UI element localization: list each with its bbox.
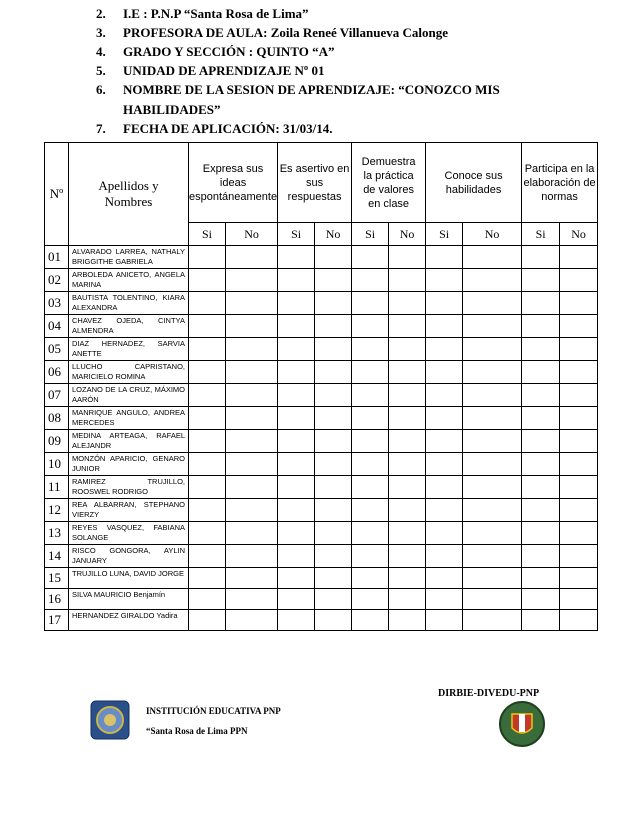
- table-row: [45, 610, 598, 631]
- mark-cell[interactable]: [189, 315, 226, 338]
- no-header: No: [463, 223, 522, 246]
- table-row: [45, 476, 598, 499]
- evaluation-table: [44, 142, 598, 631]
- si-header: Si: [352, 223, 389, 246]
- mark-cell[interactable]: [226, 589, 278, 610]
- no-header: No: [389, 223, 426, 246]
- mark-cell[interactable]: [315, 315, 352, 338]
- header-line-text: FECHA DE APLICACIÓN: 31/03/14.: [123, 121, 333, 136]
- mark-cell[interactable]: [389, 246, 426, 269]
- mark-cell[interactable]: [315, 292, 352, 315]
- header-line: [96, 102, 221, 118]
- mark-cell[interactable]: [389, 499, 426, 522]
- mark-cell[interactable]: [226, 315, 278, 338]
- mark-cell[interactable]: [426, 292, 463, 315]
- mark-cell[interactable]: [278, 361, 315, 384]
- mark-cell[interactable]: [522, 610, 560, 631]
- table-row: [45, 453, 598, 476]
- mark-cell[interactable]: [352, 545, 389, 568]
- mark-cell[interactable]: [389, 610, 426, 631]
- student-name: ALVARADO LARREA, NATHALY BRIGGITHE GABRIELA: [69, 246, 189, 269]
- mark-cell[interactable]: [226, 610, 278, 631]
- mark-cell[interactable]: [389, 522, 426, 545]
- row-number: 17: [45, 610, 69, 631]
- mark-cell[interactable]: [226, 269, 278, 292]
- no-header: No: [560, 223, 598, 246]
- mark-cell[interactable]: [560, 499, 598, 522]
- row-number: 01: [45, 246, 69, 269]
- mark-cell[interactable]: [315, 568, 352, 589]
- row-number: 13: [45, 522, 69, 545]
- mark-cell[interactable]: [352, 568, 389, 589]
- mark-cell[interactable]: [189, 384, 226, 407]
- row-number: 03: [45, 292, 69, 315]
- mark-cell[interactable]: [189, 246, 226, 269]
- row-number: 02: [45, 269, 69, 292]
- row-number: 06: [45, 361, 69, 384]
- mark-cell[interactable]: [226, 522, 278, 545]
- mark-cell[interactable]: [426, 476, 463, 499]
- mark-cell[interactable]: [426, 568, 463, 589]
- mark-cell[interactable]: [522, 246, 560, 269]
- mark-cell[interactable]: [278, 338, 315, 361]
- row-number: 08: [45, 407, 69, 430]
- mark-cell[interactable]: [189, 407, 226, 430]
- mark-cell[interactable]: [463, 476, 522, 499]
- si-header: Si: [189, 223, 226, 246]
- mark-cell[interactable]: [522, 338, 560, 361]
- mark-cell[interactable]: [278, 476, 315, 499]
- mark-cell[interactable]: [389, 589, 426, 610]
- mark-cell[interactable]: [278, 499, 315, 522]
- mark-cell[interactable]: [315, 589, 352, 610]
- row-number: 05: [45, 338, 69, 361]
- mark-cell[interactable]: [560, 610, 598, 631]
- mark-cell[interactable]: [463, 499, 522, 522]
- mark-cell[interactable]: [389, 269, 426, 292]
- mark-cell[interactable]: [278, 430, 315, 453]
- mark-cell[interactable]: [226, 361, 278, 384]
- table-row: [45, 269, 598, 292]
- row-number: 15: [45, 568, 69, 589]
- header-line-text: NOMBRE DE LA SESION DE APRENDIZAJE: “CONOZCO MIS: [123, 82, 500, 97]
- mark-cell[interactable]: [560, 338, 598, 361]
- mark-cell[interactable]: [426, 407, 463, 430]
- student-name: TRUJILLO LUNA, DAVID JORGE: [69, 568, 189, 589]
- row-number: 14: [45, 545, 69, 568]
- table-row: [45, 292, 598, 315]
- mark-cell[interactable]: [389, 384, 426, 407]
- mark-cell[interactable]: [389, 315, 426, 338]
- mark-cell[interactable]: [352, 407, 389, 430]
- row-number: 09: [45, 430, 69, 453]
- mark-cell[interactable]: [463, 338, 522, 361]
- table-row: [45, 361, 598, 384]
- table-row: [45, 315, 598, 338]
- mark-cell[interactable]: [389, 453, 426, 476]
- mark-cell[interactable]: [352, 338, 389, 361]
- mark-cell[interactable]: [426, 610, 463, 631]
- mark-cell[interactable]: [226, 292, 278, 315]
- table-row: [45, 545, 598, 568]
- mark-cell[interactable]: [352, 476, 389, 499]
- no-header: No: [226, 223, 278, 246]
- student-name: MANRIQUE ANGULO, ANDREA MERCEDES: [69, 407, 189, 430]
- mark-cell[interactable]: [389, 430, 426, 453]
- mark-cell[interactable]: [226, 476, 278, 499]
- mark-cell[interactable]: [560, 292, 598, 315]
- mark-cell[interactable]: [189, 545, 226, 568]
- header-line-text: UNIDAD DE APRENDIZAJE Nº 01: [123, 63, 325, 78]
- mark-cell[interactable]: [315, 384, 352, 407]
- footer-dirbie: DIRBIE-DIVEDU-PNP: [438, 688, 540, 699]
- mark-cell[interactable]: [426, 315, 463, 338]
- mark-cell[interactable]: [522, 568, 560, 589]
- mark-cell[interactable]: [522, 589, 560, 610]
- mark-cell[interactable]: [560, 453, 598, 476]
- header-line-text: GRADO Y SECCIÓN : QUINTO “A”: [123, 44, 335, 59]
- row-number: 12: [45, 499, 69, 522]
- mark-cell[interactable]: [226, 568, 278, 589]
- mark-cell[interactable]: [426, 338, 463, 361]
- student-name: DIAZ HERNADEZ, SARVIA ANETTE: [69, 338, 189, 361]
- criterion-header: Participa en la elaboración de normas: [522, 143, 598, 223]
- mark-cell[interactable]: [278, 292, 315, 315]
- mark-cell[interactable]: [389, 568, 426, 589]
- mark-cell[interactable]: [463, 315, 522, 338]
- mark-cell[interactable]: [226, 453, 278, 476]
- mark-cell[interactable]: [389, 545, 426, 568]
- criterion-header: Demuestra la práctica de valores en clase: [352, 143, 426, 223]
- mark-cell[interactable]: [463, 453, 522, 476]
- criterion-header: Expresa sus ideas espontáneamente: [189, 143, 278, 223]
- mark-cell[interactable]: [560, 269, 598, 292]
- mark-cell[interactable]: [278, 407, 315, 430]
- mark-cell[interactable]: [463, 589, 522, 610]
- mark-cell[interactable]: [522, 522, 560, 545]
- header-line-text: I.E : P.N.P “Santa Rosa de Lima”: [123, 6, 309, 21]
- mark-cell[interactable]: [315, 499, 352, 522]
- mark-cell[interactable]: [189, 522, 226, 545]
- header-line-number: 2.: [96, 6, 106, 21]
- col-header-number: Nº: [45, 143, 69, 246]
- mark-cell[interactable]: [463, 292, 522, 315]
- mark-cell[interactable]: [560, 315, 598, 338]
- mark-cell[interactable]: [278, 568, 315, 589]
- mark-cell[interactable]: [352, 384, 389, 407]
- footer-school-name: “Santa Rosa de Lima PPN: [146, 726, 248, 736]
- mark-cell[interactable]: [522, 476, 560, 499]
- mark-cell[interactable]: [426, 499, 463, 522]
- mark-cell[interactable]: [315, 453, 352, 476]
- mark-cell[interactable]: [522, 315, 560, 338]
- mark-cell[interactable]: [226, 545, 278, 568]
- mark-cell[interactable]: [463, 361, 522, 384]
- mark-cell[interactable]: [315, 610, 352, 631]
- row-number: 16: [45, 589, 69, 610]
- mark-cell[interactable]: [352, 269, 389, 292]
- mark-cell[interactable]: [522, 384, 560, 407]
- mark-cell[interactable]: [522, 545, 560, 568]
- header-line: [96, 6, 309, 22]
- mark-cell[interactable]: [426, 589, 463, 610]
- student-name: CHAVEZ OJEDA, CINTYA ALMENDRA: [69, 315, 189, 338]
- mark-cell[interactable]: [315, 407, 352, 430]
- mark-cell[interactable]: [560, 522, 598, 545]
- criterion-header: Conoce sus habilidades: [426, 143, 522, 223]
- mark-cell[interactable]: [463, 430, 522, 453]
- header-line-number: 3.: [96, 25, 106, 40]
- mark-cell[interactable]: [189, 568, 226, 589]
- col-header-name: Apellidos y Nombres: [69, 143, 189, 246]
- student-name: MEDINA ARTEAGA, RAFAEL ALEJANDR: [69, 430, 189, 453]
- mark-cell[interactable]: [426, 269, 463, 292]
- mark-cell[interactable]: [389, 361, 426, 384]
- mark-cell[interactable]: [226, 430, 278, 453]
- mark-cell[interactable]: [189, 453, 226, 476]
- mark-cell[interactable]: [352, 522, 389, 545]
- row-number: 11: [45, 476, 69, 499]
- table-row: [45, 246, 598, 269]
- mark-cell[interactable]: [463, 269, 522, 292]
- mark-cell[interactable]: [522, 361, 560, 384]
- mark-cell[interactable]: [278, 610, 315, 631]
- mark-cell[interactable]: [560, 430, 598, 453]
- student-name: LOZANO DE LA CRUZ, MÁXIMO AARÓN: [69, 384, 189, 407]
- mark-cell[interactable]: [278, 315, 315, 338]
- mark-cell[interactable]: [278, 453, 315, 476]
- header-line: [96, 25, 448, 41]
- mark-cell[interactable]: [560, 545, 598, 568]
- mark-cell[interactable]: [226, 246, 278, 269]
- mark-cell[interactable]: [426, 361, 463, 384]
- mark-cell[interactable]: [315, 522, 352, 545]
- mark-cell[interactable]: [352, 499, 389, 522]
- student-name: ARBOLEDA ANICETO, ANGELA MARINA: [69, 269, 189, 292]
- mark-cell[interactable]: [560, 589, 598, 610]
- mark-cell[interactable]: [315, 246, 352, 269]
- mark-cell[interactable]: [389, 476, 426, 499]
- no-header: No: [315, 223, 352, 246]
- mark-cell[interactable]: [315, 545, 352, 568]
- student-name: REYES VASQUEZ, FABIANA SOLANGE: [69, 522, 189, 545]
- table-row: [45, 522, 598, 545]
- school-crest-icon: [90, 700, 130, 740]
- mark-cell[interactable]: [426, 384, 463, 407]
- mark-cell[interactable]: [315, 430, 352, 453]
- mark-cell[interactable]: [463, 545, 522, 568]
- mark-cell[interactable]: [315, 338, 352, 361]
- mark-cell[interactable]: [560, 246, 598, 269]
- mark-cell[interactable]: [522, 407, 560, 430]
- si-header: Si: [278, 223, 315, 246]
- mark-cell[interactable]: [389, 407, 426, 430]
- mark-cell[interactable]: [189, 361, 226, 384]
- mark-cell[interactable]: [522, 499, 560, 522]
- mark-cell[interactable]: [226, 384, 278, 407]
- student-name: HERNANDEZ GIRALDO Yadira: [69, 610, 189, 631]
- mark-cell[interactable]: [426, 453, 463, 476]
- mark-cell[interactable]: [426, 545, 463, 568]
- table-row: [45, 407, 598, 430]
- student-name: MONZÓN APARICIO, GENARO JUNIOR: [69, 453, 189, 476]
- mark-cell[interactable]: [463, 522, 522, 545]
- mark-cell[interactable]: [522, 430, 560, 453]
- mark-cell[interactable]: [189, 476, 226, 499]
- table-row: [45, 499, 598, 522]
- mark-cell[interactable]: [189, 610, 226, 631]
- mark-cell[interactable]: [352, 610, 389, 631]
- mark-cell[interactable]: [560, 361, 598, 384]
- table-row: [45, 568, 598, 589]
- mark-cell[interactable]: [463, 610, 522, 631]
- mark-cell[interactable]: [189, 499, 226, 522]
- mark-cell[interactable]: [463, 568, 522, 589]
- mark-cell[interactable]: [352, 430, 389, 453]
- table-row: [45, 384, 598, 407]
- student-name: LLUCHO CAPRISTANO, MARICIELO ROMINA: [69, 361, 189, 384]
- header-line-number: 5.: [96, 63, 106, 78]
- header-line: [96, 82, 500, 98]
- mark-cell[interactable]: [315, 476, 352, 499]
- mark-cell[interactable]: [189, 430, 226, 453]
- mark-cell[interactable]: [226, 499, 278, 522]
- mark-cell[interactable]: [522, 453, 560, 476]
- mark-cell[interactable]: [278, 545, 315, 568]
- row-number: 04: [45, 315, 69, 338]
- mark-cell[interactable]: [352, 292, 389, 315]
- header-line-text: PROFESORA DE AULA: Zoila Reneé Villanueva Calonge: [123, 25, 449, 40]
- table-row: [45, 338, 598, 361]
- mark-cell[interactable]: [226, 407, 278, 430]
- mark-cell[interactable]: [278, 269, 315, 292]
- mark-cell[interactable]: [426, 522, 463, 545]
- mark-cell[interactable]: [189, 292, 226, 315]
- mark-cell[interactable]: [522, 292, 560, 315]
- mark-cell[interactable]: [560, 476, 598, 499]
- si-header: Si: [522, 223, 560, 246]
- header-line-number: 4.: [96, 44, 106, 59]
- header-line: [96, 121, 332, 137]
- footer-institution: INSTITUCIÓN EDUCATIVA PNP: [146, 706, 281, 716]
- table-row: [45, 589, 598, 610]
- mark-cell[interactable]: [315, 269, 352, 292]
- mark-cell[interactable]: [426, 246, 463, 269]
- mark-cell[interactable]: [560, 568, 598, 589]
- mark-cell[interactable]: [560, 407, 598, 430]
- mark-cell[interactable]: [463, 384, 522, 407]
- criterion-header: Es asertivo en sus respuestas: [278, 143, 352, 223]
- mark-cell[interactable]: [278, 522, 315, 545]
- table-row: [45, 430, 598, 453]
- student-name: RISCO GONGORA, AYLIN JANUARY: [69, 545, 189, 568]
- mark-cell[interactable]: [352, 361, 389, 384]
- pnp-emblem-icon: [498, 700, 546, 748]
- si-header: Si: [426, 223, 463, 246]
- mark-cell[interactable]: [189, 589, 226, 610]
- mark-cell[interactable]: [352, 453, 389, 476]
- mark-cell[interactable]: [560, 384, 598, 407]
- row-number: 10: [45, 453, 69, 476]
- header-line-text: HABILIDADES”: [123, 102, 221, 117]
- header-line-number: 6.: [96, 82, 106, 97]
- student-name: BAUTISTA TOLENTINO, KIARA ALEXANDRA: [69, 292, 189, 315]
- student-name: RAMIREZ TRUJILLO, ROOSWEL RODRIGO: [69, 476, 189, 499]
- header-line-number: 7.: [96, 121, 106, 136]
- row-number: 07: [45, 384, 69, 407]
- mark-cell[interactable]: [278, 384, 315, 407]
- header-line: [96, 44, 335, 60]
- mark-cell[interactable]: [352, 246, 389, 269]
- mark-cell[interactable]: [278, 589, 315, 610]
- header-line: [96, 63, 324, 79]
- mark-cell[interactable]: [463, 246, 522, 269]
- mark-cell[interactable]: [389, 338, 426, 361]
- mark-cell[interactable]: [189, 269, 226, 292]
- mark-cell[interactable]: [189, 338, 226, 361]
- student-name: REA ALBARRAN, STEPHANO VIERZY: [69, 499, 189, 522]
- mark-cell[interactable]: [426, 430, 463, 453]
- mark-cell[interactable]: [352, 589, 389, 610]
- mark-cell[interactable]: [463, 407, 522, 430]
- mark-cell[interactable]: [352, 315, 389, 338]
- mark-cell[interactable]: [522, 269, 560, 292]
- mark-cell[interactable]: [278, 246, 315, 269]
- mark-cell[interactable]: [389, 292, 426, 315]
- student-name: SILVA MAURICIO Benjamín: [69, 589, 189, 610]
- mark-cell[interactable]: [226, 338, 278, 361]
- mark-cell[interactable]: [315, 361, 352, 384]
